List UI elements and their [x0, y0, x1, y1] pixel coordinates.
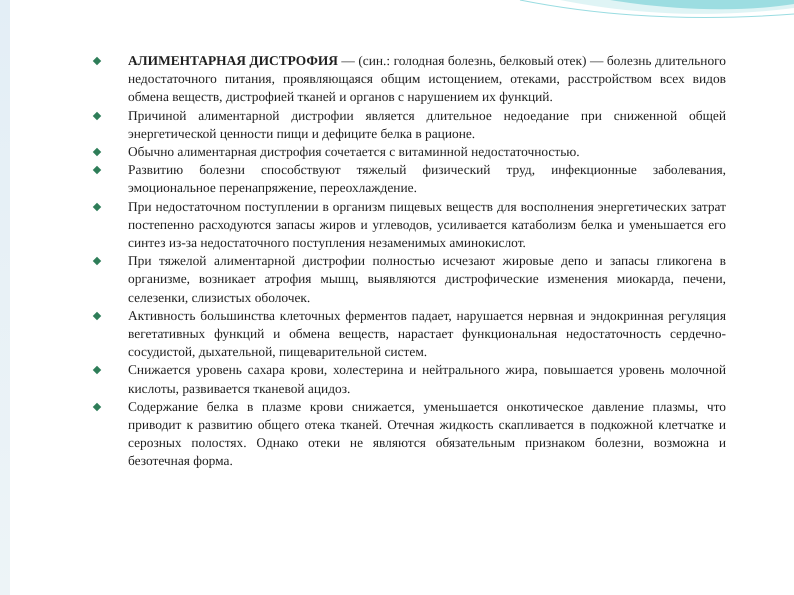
- item-text: Содержание белка в плазме крови снижается, уменьшается онкотическое давление плазмы, что приводит к развитию общего отека тканей. Отечная жидкость скапливается в подкожной клетчатке и серозных полостях. Однако отеки не являются обязательным признаком болезни, возможна и безотечная форма.: [128, 398, 726, 469]
- item-text: При недостаточном поступлении в организм пищевых веществ для восполнения энергетических затрат постепенно расходуются запасы жиров и углеводов, усиливается катаболизм белка и уменьшается его синтез из-за недостаточного поступления незаменимых аминокислот.: [128, 198, 726, 251]
- item-text: При тяжелой алиментарной дистрофии полностью исчезают жировые депо и запасы гликогена в организме, возникает атрофия мышц, выявляются дистрофические изменения миокарда, печени, селезенки, слизистых оболочек.: [128, 253, 726, 305]
- list-item: [78, 252, 726, 307]
- diamond-bullet-icon: [93, 403, 101, 411]
- list-item: [78, 361, 726, 397]
- diamond-bullet-icon: [93, 257, 101, 265]
- list-item: [78, 198, 726, 253]
- item-text: Снижается уровень сахара крови, холестерина и нейтрального жира, повышается уровень молочной кислоты, развивается тканевой ацидоз.: [128, 362, 726, 396]
- left-decorative-bar: [0, 0, 10, 595]
- item-text: — (син.: голодная болезнь, белковый отек) — болезнь длительного недостаточного питания, проявляющаяся общим истощением, отеками, расстройством всех видов обмена веществ, дистрофией тканей и органов с нарушением их функций.: [128, 53, 726, 105]
- diamond-bullet-icon: [93, 148, 101, 156]
- diamond-bullet-icon: [93, 57, 101, 65]
- diamond-bullet-icon: [93, 202, 101, 210]
- item-text: Причиной алиментарной дистрофии является длительное недоедание при сниженной общей энергетической ценности пищи и дефиците белка в рационе.: [128, 107, 726, 141]
- diamond-bullet-icon: [93, 166, 101, 174]
- item-text: Активность большинства клеточных ферментов падает, нарушается нервная и эндокринная регуляция вегетативных функций и обмена веществ, нарастает функциональная недостаточность сердечно-сосудистой, дыхательной, пищеварительной систем.: [128, 307, 726, 360]
- diamond-bullet-icon: [93, 366, 101, 374]
- list-item: [78, 107, 726, 143]
- item-text: Обычно алиментарная дистрофия сочетается с витаминной недостаточностью.: [128, 144, 580, 160]
- header-wave-decoration: [0, 0, 794, 60]
- list-item: [78, 161, 726, 197]
- item-text: Развитию болезни способствуют тяжелый физический труд, инфекционные заболевания, эмоциональное перенапряжение, переохлаждение.: [128, 162, 726, 196]
- bullet-list: [78, 52, 726, 471]
- list-item: [78, 398, 726, 471]
- term-heading: АЛИМЕНТАРНАЯ ДИСТРОФИЯ: [128, 53, 338, 68]
- list-item: [78, 307, 726, 362]
- diamond-bullet-icon: [93, 312, 101, 320]
- list-item: [78, 52, 726, 107]
- diamond-bullet-icon: [93, 111, 101, 119]
- list-item: [78, 143, 726, 161]
